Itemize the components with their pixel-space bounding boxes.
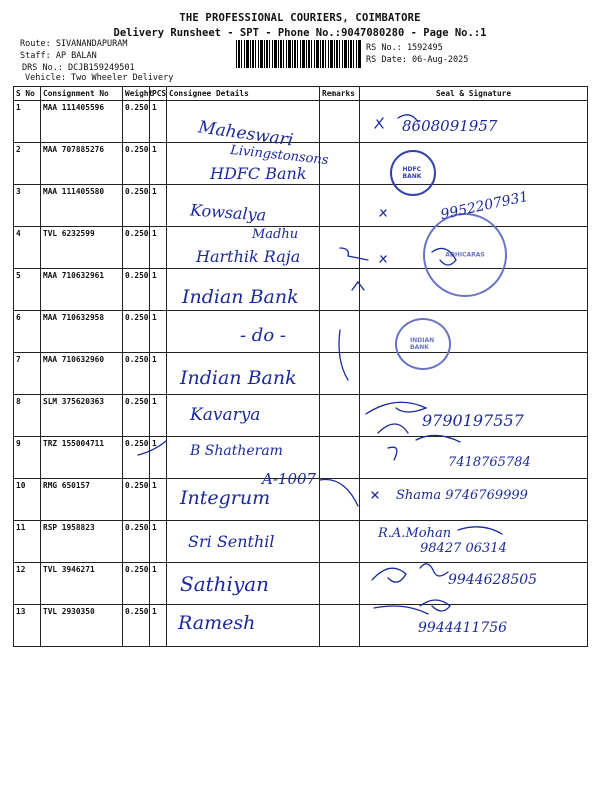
weight-cell: 0.250: [123, 521, 150, 563]
handwriting-r6-consignee: - do -: [240, 325, 286, 346]
rs-number: RS No.: 1592495: [366, 43, 443, 53]
consignment-cell: MAA 111405580: [41, 185, 123, 227]
handwriting-r13-consignee: Sathiyan: [180, 572, 270, 596]
handwriting-r3-consignee: Kowsalya: [189, 200, 267, 225]
route-label: Route: SIVANANDAPURAM: [20, 39, 128, 49]
consignment-cell: MAA 710632961: [41, 269, 123, 311]
consignment-cell: TRZ 155004711: [41, 437, 123, 479]
handwriting-r10-seal: Shama 9746769999: [396, 488, 528, 503]
runsheet-subtitle: Delivery Runsheet - SPT - Phone No.:9047080280 - Page No.:1: [113, 27, 487, 39]
weight-cell: 0.250: [123, 563, 150, 605]
consignment-cell: TVL 3946271: [41, 563, 123, 605]
consignment-cell: TVL 6232599: [41, 227, 123, 269]
sno-cell: 4: [14, 227, 41, 269]
weight-cell: 0.250: [123, 227, 150, 269]
weight-cell: 0.250: [123, 395, 150, 437]
handwriting-r10-consignee: Integrum: [180, 487, 271, 509]
sno-cell: 10: [14, 479, 41, 521]
handwriting-r11-seal: R.A.Mohan: [378, 526, 452, 541]
col-remarks: Remarks: [320, 87, 360, 101]
sno-cell: 6: [14, 311, 41, 353]
handwriting-r9-consignee: B Shatheram: [190, 443, 283, 459]
handwriting-r7-consignee: Indian Bank: [180, 367, 297, 389]
pcs-cell: 1: [150, 353, 167, 395]
pcs-cell: 1: [150, 311, 167, 353]
sno-cell: 7: [14, 353, 41, 395]
sno-cell: 5: [14, 269, 41, 311]
handwriting-r9-phone: 7418765784: [448, 455, 531, 470]
weight-cell: 0.250: [123, 311, 150, 353]
weight-cell: 0.250: [123, 353, 150, 395]
handwriting-r12-consignee: Sri Senthil: [188, 532, 275, 551]
sno-cell: 8: [14, 395, 41, 437]
vehicle-label: Vehicle: Two Wheeler Delivery: [25, 73, 174, 83]
handwriting-r2-consignee: Livingstonsons: [229, 142, 330, 169]
weight-cell: 0.250: [123, 437, 150, 479]
handwriting-r3-phone: 9952207931: [439, 188, 530, 224]
staff-label: Staff: AP BALAN: [20, 51, 97, 61]
consignment-cell: RMG 650157: [41, 479, 123, 521]
pcs-cell: 1: [150, 143, 167, 185]
sno-cell: 9: [14, 437, 41, 479]
handwriting-r2-bank: HDFC Bank: [210, 164, 307, 183]
col-seal: Seal & Signature: [360, 87, 588, 101]
handwriting-r11-phone: 98427 06314: [420, 541, 507, 556]
pcs-cell: 1: [150, 605, 167, 647]
sno-cell: 11: [14, 521, 41, 563]
handwriting-r1-phone: 8608091957: [402, 117, 498, 135]
pcs-cell: 1: [150, 185, 167, 227]
weight-cell: 0.250: [123, 479, 150, 521]
col-consignee: Consignee Details: [167, 87, 320, 101]
sno-cell: 12: [14, 563, 41, 605]
sno-cell: 2: [14, 143, 41, 185]
rs-date: RS Date: 06-Aug-2025: [366, 55, 469, 65]
handwriting-r5-consignee: Indian Bank: [182, 286, 299, 308]
sno-cell: 3: [14, 185, 41, 227]
pcs-cell: 1: [150, 227, 167, 269]
pcs-cell: 1: [150, 269, 167, 311]
consignment-cell: MAA 707885276: [41, 143, 123, 185]
handwriting-r8-phone: 9790197557: [422, 411, 524, 430]
handwriting-r13-consignee2: Ramesh: [178, 612, 256, 634]
consignment-cell: RSP 1958823: [41, 521, 123, 563]
col-sno: S No: [14, 87, 41, 101]
handwriting-r13-phone: 9944411756: [418, 620, 508, 636]
stamp-text: HDFC BANK: [402, 166, 422, 180]
drs-label: DRS No.: DCJB159249501: [22, 63, 135, 73]
company-title: THE PROFESSIONAL COURIERS, COIMBATORE: [179, 12, 421, 24]
handwriting-r10-flat: A-1007: [262, 470, 317, 488]
weight-cell: 0.250: [123, 185, 150, 227]
handwriting-r4-consignee: Madhu: [252, 227, 299, 242]
col-pcs: PCS: [150, 87, 167, 101]
sno-cell: 13: [14, 605, 41, 647]
weight-cell: 0.250: [123, 101, 150, 143]
consignment-cell: MAA 111405596: [41, 101, 123, 143]
consignment-cell: MAA 710632958: [41, 311, 123, 353]
consignment-cell: SLM 375620363: [41, 395, 123, 437]
handwriting-r1-consignee: Maheswari: [197, 117, 295, 151]
pcs-cell: 1: [150, 479, 167, 521]
pcs-cell: 1: [150, 395, 167, 437]
consignment-cell: TVL 2930350: [41, 605, 123, 647]
col-weight: Weight: [123, 87, 150, 101]
stamp-text: INDIAN BANK: [410, 337, 435, 351]
stamp-text: ADHICARAS: [445, 251, 485, 259]
consignment-cell: MAA 710632960: [41, 353, 123, 395]
pcs-cell: 1: [150, 563, 167, 605]
handwriting-r8-consignee: Kavarya: [190, 405, 261, 425]
sno-cell: 1: [14, 101, 41, 143]
weight-cell: 0.250: [123, 605, 150, 647]
weight-cell: 0.250: [123, 143, 150, 185]
col-consignment: Consignment No: [41, 87, 123, 101]
pcs-cell: 1: [150, 521, 167, 563]
handwriting-r4-consignee2: Harthik Raja: [196, 247, 301, 266]
weight-cell: 0.250: [123, 269, 150, 311]
handwriting-r12-phone: 9944628505: [448, 572, 538, 588]
pcs-cell: 1: [150, 437, 167, 479]
pcs-cell: 1: [150, 101, 167, 143]
